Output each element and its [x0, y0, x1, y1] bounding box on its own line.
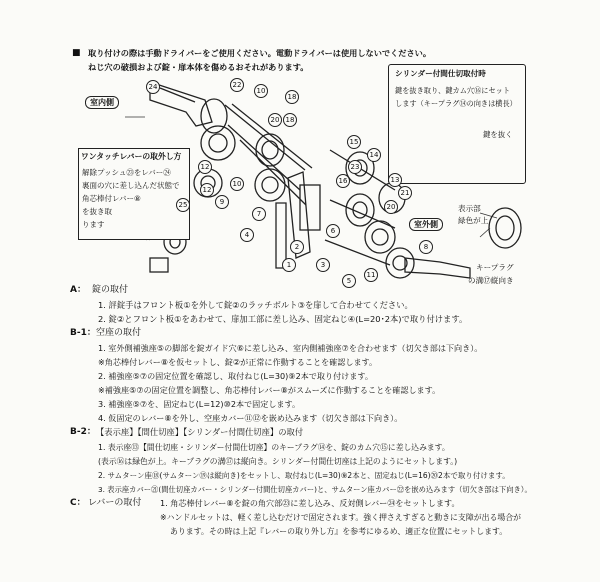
step-line: 1. 角芯棒付レバー⑧を錠の角穴部㉓に差し込み、反対側レバー㉔をセットします。: [160, 498, 460, 508]
part-number: 10: [230, 177, 244, 191]
step-head-b2: B-2：: [70, 427, 96, 437]
key-plug-label-2: の溝⑰縦向き: [468, 276, 514, 285]
indicator-label-2: 緑色が上: [458, 216, 489, 225]
step-line: あります。その時は上記『レバーの取り外し方』を参考にゆるめ、適正な位置にセットします。: [170, 527, 508, 536]
step-line: 1. 評錠手はフロント板①を外して錠②のラッチボルト③を扉して合わせてください。: [98, 300, 413, 310]
key-pull-label: 鍵を抜く: [483, 130, 513, 139]
notice-line-2: ねじ穴の破損および錠・扉本体を傷めるおそれがあります。: [88, 62, 309, 72]
step-line: ※補強座⑤⑦の固定位置を調整し、角芯棒付レバー⑧がスムーズに作動することを確認します。: [98, 385, 441, 395]
step-line: ※角芯棒付レバー⑧を仮セットし、錠②が正常に作動することを確認します。: [98, 357, 378, 367]
part-number: 24: [146, 80, 160, 94]
step-line: (表示⑯は緑色が上。キープラグの溝⑰は縦向き。シリンダー付間仕切座は上記のようにセットします。): [98, 457, 458, 466]
part-number: 8: [419, 240, 433, 254]
indoor-side-label: 室内側: [85, 96, 119, 109]
one-touch-line-5: ります: [82, 220, 105, 229]
part-number: 18: [285, 90, 299, 104]
part-number: 12: [198, 160, 212, 174]
step-head-b1: B-1：: [70, 328, 96, 338]
notice-mark: ■: [72, 48, 81, 58]
part-number: 2: [290, 240, 304, 254]
part-number: 7: [252, 207, 266, 221]
step-line: 2. 錠②とフロント板①をあわせて、扉加工部に差し込み、固定ねじ④(L=20･2本)で取り付けます。: [98, 314, 468, 324]
part-number: 5: [342, 274, 356, 288]
part-number: 22: [230, 78, 244, 92]
step-title-c: レバーの取付: [88, 498, 142, 508]
part-number: 3: [316, 258, 330, 272]
step-line: 3. 補強座⑤⑦を、固定ねじ(L=12)⑩2本で固定します。: [98, 399, 301, 409]
part-number: 13: [388, 173, 402, 187]
cylinder-box: [388, 64, 526, 184]
outdoor-side-label: 室外側: [409, 218, 443, 231]
part-number: 23: [348, 160, 362, 174]
step-title-b2: 【表示座】【間仕切座】【シリンダー付間仕切座】の取付: [96, 427, 304, 437]
part-number: 16: [336, 174, 350, 188]
key-plug-label-1: キープラグ: [476, 263, 514, 272]
step-head-a: A：: [70, 285, 86, 295]
part-number: 18: [283, 113, 297, 127]
step-head-c: C：: [70, 498, 86, 508]
part-number: 10: [254, 84, 268, 98]
part-number: 1: [282, 258, 296, 272]
part-number: 25: [176, 198, 190, 212]
part-number: 4: [240, 228, 254, 242]
one-touch-line-3: 角芯棒付レバー⑧: [82, 194, 141, 203]
one-touch-line-2: 裏面の穴に差し込んだ状態で: [82, 181, 180, 190]
step-title-b1: 空座の取付: [96, 328, 142, 338]
step-line: 1. 表示座⑬【間仕切座・シリンダー付間仕切座】のキープラグ⑭を、錠のカム穴⑮に差し込みます。: [98, 443, 450, 452]
one-touch-line-1: 解除プッシュ㉓をレバー㉔: [82, 168, 171, 177]
step-line: 1. 室外側補強座⑤の脚部を錠ガイド穴⑥に差し込み、室内側補強座⑦を合わせます（切欠き部は下向き）。: [98, 343, 483, 353]
part-number: 20: [268, 113, 282, 127]
step-line: 4. 仮固定のレバー⑧を外し、空座カバー⑪⑫を嵌め込みます（切欠き部は下向き）。: [98, 413, 403, 423]
step-line: 2. サムターン座⑱(サムターン⑲は縦向き)をセットし、取付ねじ(L=30)⑨2本と、固定ねじ(L=16)⑳2本で取り付けます。: [98, 471, 510, 480]
part-number: 21: [398, 186, 412, 200]
notice-line-1: 取り付けの際は手動ドライバーをご使用ください。電動ドライバーは使用しないでください。: [88, 48, 432, 58]
part-number: 11: [364, 268, 378, 282]
step-line: 3. 表示座カバー㉑(間仕切座カバー・シリンダー付間仕切座カバー)と、サムターン座カバー㉒を嵌め込みます（切欠き部は下向き）。: [98, 485, 532, 494]
part-number: 20: [384, 200, 398, 214]
part-number: 15: [347, 135, 361, 149]
indicator-label-1: 表示部: [458, 204, 481, 213]
part-number: 14: [367, 148, 381, 162]
part-number: 6: [326, 224, 340, 238]
part-number: 12: [200, 183, 214, 197]
one-touch-title: ワンタッチレバーの取外し方: [81, 152, 182, 161]
step-line: ※ハンドルセットは、軽く差し込むだけで固定されます。強く押さえすぎると動きに支障が出る場合が: [160, 513, 522, 522]
one-touch-box: [78, 148, 190, 240]
part-number: 9: [215, 195, 229, 209]
cylinder-line-1: 鍵を抜き取り、鍵カム穴⑯にセット: [395, 86, 511, 95]
cylinder-title: シリンダー付間仕切取付時: [395, 69, 486, 78]
one-touch-line-4: を抜き取: [82, 207, 112, 216]
cylinder-line-2: します（キープラグ⑭の向きは横長）: [395, 99, 517, 108]
step-title-a: 錠の取付: [92, 285, 129, 295]
step-line: 2. 補強座⑤⑦の固定位置を確認し、取付ねじ(L=30)⑨2本で取り付けます。: [98, 371, 373, 381]
